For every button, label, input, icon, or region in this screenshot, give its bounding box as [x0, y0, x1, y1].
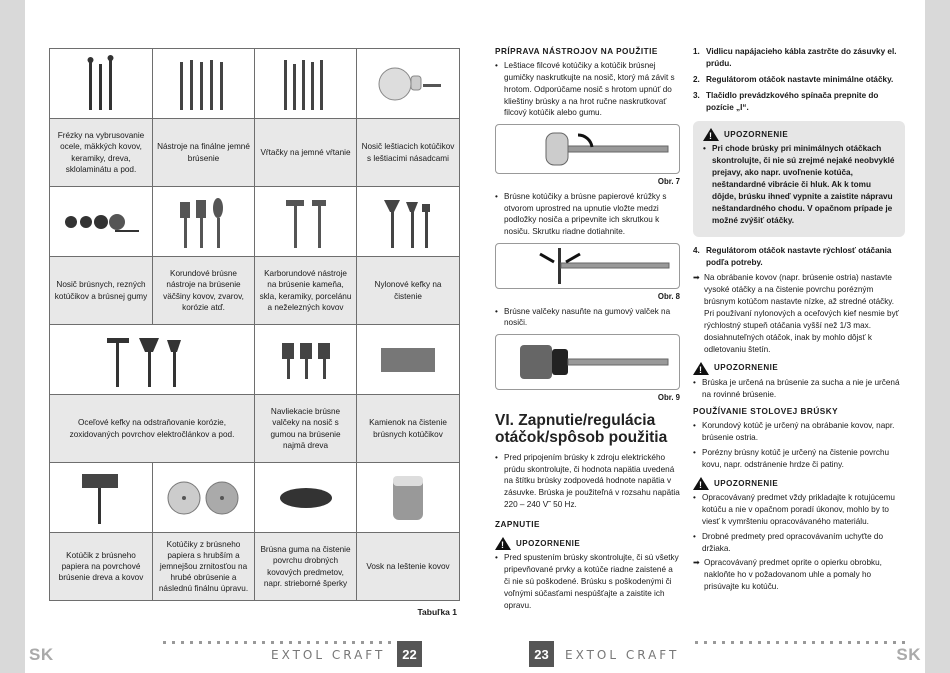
lang-label-left: SK: [29, 645, 54, 664]
img-drills: [255, 49, 357, 119]
footer-dots-left: [163, 641, 400, 645]
img-sanding-paper-discs: [153, 463, 255, 533]
cell-r1c4: Nosič leštiacich kotúčikov s leštiacimi násadcami: [357, 119, 460, 187]
warning-4-bullet-2: • Drobné predmety pred opracovávaním uchyťte do držiaka.: [693, 531, 905, 555]
img-steel-brushes: [50, 325, 255, 395]
step-1-num: 1.: [693, 47, 700, 56]
warning-heading-3: [693, 362, 905, 375]
warning-box: [693, 121, 905, 236]
zapnutie-title: ZAPNUTIE: [495, 520, 540, 530]
img-polishing-holder: [357, 49, 460, 119]
brand-logo-left: EXTOL CRAFT: [271, 648, 386, 662]
warning-icon: [703, 128, 719, 141]
img-cutting-discs: [50, 187, 153, 257]
warning-label-1: UPOZORNENIE: [516, 538, 581, 548]
step-3-text: Tlačidlo prevádzkového spínača prepnite do pozície „I“.: [706, 90, 879, 112]
figure-9-drawing: [496, 335, 679, 389]
arrow-note-1: ➡ Na obrábanie kovov (napr. brúsenie ostria) nastavte vysoké otáčky a na čistenie povrchu porézným brúsnym kotúčom nastavte nízke, až stredné otáčky. Pri používaní nylonových a oceľových kief nesmie byť rýchlostný stupeň otáčania vyšší než 1/3 max. dosiahnuteľných otáčok, inak by mohlo dôjsť k odletovaniu štetín.: [693, 272, 905, 355]
warning-heading-1: [495, 537, 680, 550]
right-column-2: [693, 46, 905, 596]
img-cleaning-stone: [357, 325, 460, 395]
cell-r1c2: Nástroje na finálne jemné brúsenie: [153, 119, 255, 187]
figure-8-drawing: [496, 244, 679, 288]
right-column-1: [495, 46, 680, 614]
figure-8-label: Obr. 8: [657, 292, 680, 302]
step-4-num: 4.: [693, 245, 700, 255]
img-grinding-tools: [153, 49, 255, 119]
warning-label-2: UPOZORNENIE: [724, 130, 789, 140]
img-corundum-tools: [153, 187, 255, 257]
prep-title: PRÍPRAVA NÁSTROJOV NA POUŽITIE: [495, 47, 658, 56]
cell-r2c2: Korundové brúsne nástroje na brúsenie väčšiny kovov, zvarov, korózie atď.: [153, 257, 255, 325]
img-nylon-brushes: [357, 187, 460, 257]
img-sanding-drums: [255, 325, 357, 395]
cell-r3c3: Navliekacie brúsne valčeky na nosič s gumou na brúsenie najmä dreva: [255, 395, 357, 463]
brand-logo-right: EXTOL CRAFT: [565, 648, 680, 662]
lang-label-right: SK: [896, 645, 921, 664]
cell-r3c1: Oceľové kefky na odstraňovanie korózie, zoxidovaných povrchov elektročlánkov a pod.: [50, 395, 255, 463]
cell-r2c4: Nylonové kefky na čistenie: [357, 257, 460, 325]
arrow-note-2: ➡ Opracovávaný predmet oprite o opierku obrobku, nakloňte ho v požadovanom uhle a pomaly ho prisúvajte ku kotúču.: [693, 557, 905, 593]
use-bullet-1: • Korundový kotúč je určený na obrábanie kovov, napr. brúsenie ostria.: [693, 420, 905, 444]
prep-bullet-3: • Brúsne valčeky nasuňte na gumový valček na nosiči.: [495, 306, 680, 330]
page-number-right: 23: [529, 641, 554, 667]
step-3: [693, 90, 905, 114]
section-vi-title: VI. Zapnutie/regulácia otáčok/spôsob použitia: [495, 411, 668, 446]
figure-7: [495, 124, 680, 174]
step-4-text: Regulátorom otáčok nastavte rýchlosť otáčania podľa potreby.: [706, 245, 892, 267]
warning-label-4: UPOZORNENIE: [714, 478, 779, 488]
warning-icon: [495, 537, 511, 550]
cell-r4c3: Brúsna guma na čistenie povrchu drobných kovových predmetov, napr. strieborné šperky: [255, 533, 357, 601]
cell-r2c3: Karborundové nástroje na brúsenie kameňa, skla, keramiky, porcelánu a neželezných kovov: [255, 257, 357, 325]
figure-8: [495, 243, 680, 289]
footer-left: [25, 633, 475, 673]
figure-7-drawing: [496, 125, 679, 173]
step-2: [693, 74, 905, 86]
warning-box-text: • Pri chode brúsky pri minimálnych otáčkach skontrolujte, či nie sú zrejmé nejaké neobvyklé prejavy, ako napr. uvoľnenie kotúča, neštandardné vibrácie či hluk. Ak k tomu dôjde, brúsku ihneď vypnite a zaistite nápravu neštandardného chodu. V opačnom prípade je možné zvýšiť otáčky.: [703, 143, 897, 226]
step-2-text: Regulátorom otáčok nastavte minimálne otáčky.: [706, 74, 894, 84]
img-rubber-disc: [255, 463, 357, 533]
cell-r4c4: Vosk na leštenie kovov: [357, 533, 460, 601]
warning-heading-4: [693, 477, 905, 490]
cell-r2c1: Nosič brúsnych, rezných kotúčikov a brúsnej gumy: [50, 257, 153, 325]
manual-spread: [25, 0, 925, 673]
table-caption: Tabuľka 1: [417, 607, 457, 617]
cell-r4c1: Kotúčik z brúsneho papiera na povrchové brúsenie dreva a kovov: [50, 533, 153, 601]
cell-r4c2: Kotúčiky z brúsneho papiera s hrubším a jemnejšou zrnitosťou na hrubé obrúsenie a následnú finálnu úpravu.: [153, 533, 255, 601]
step-3-num: 3.: [693, 90, 700, 100]
accessory-table: [49, 48, 460, 601]
img-flap-wheel: [50, 463, 153, 533]
page-right: [475, 0, 925, 673]
img-burrs: [50, 49, 153, 119]
img-wax-jar: [357, 463, 460, 533]
zapnutie-bullet-1: • Pred spustením brúsky skontrolujte, či sú všetky pripevňované prvky a kotúče riadne zaistené a či nie sú poškodené. Brúsku s poškodenými či voľnými súčasťami nespúšťajte a zaistite ich opravu.: [495, 552, 680, 611]
figure-9-label: Obr. 9: [657, 393, 680, 403]
warning-4-bullet-1: • Opracovávaný predmet vždy prikladajte k rotujúcemu kotúču a nie v opačnom poradí úkonov, mohlo by to viesť k vymršteniu opracovávaného materiálu.: [693, 492, 905, 528]
step-1: [693, 46, 905, 70]
warning-3-bullet: • Brúska je určená na brúsenie za sucha a nie je určená na rovinné brúsenie.: [693, 377, 905, 401]
step-4: [693, 245, 905, 269]
prep-bullet-1: • Leštiace filcové kotúčiky a kotúčik brúsnej gumičky naskrutkujte na nosič, ktorý má závit s hrotom. Odporúčame nosič s hrotom upnúť do klieštiny brúsky a na hrot ručne naskrutkovať filcový kotúčik alebo gumu.: [495, 60, 680, 119]
prep-bullet-2: • Brúsne kotúčiky a brúsne papierové krúžky s otvorom uprostred na upnutie vložte medzi podložky nosiča a pripevnite ich skrutkou k nosiču. Skrutku riadne dotiahnite.: [495, 191, 680, 239]
page-left: [25, 0, 475, 673]
cell-r3c4: Kamienok na čistenie brúsnych kotúčikov: [357, 395, 460, 463]
img-carborundum-tools: [255, 187, 357, 257]
warning-label-3: UPOZORNENIE: [714, 363, 779, 373]
step-2-num: 2.: [693, 74, 700, 84]
footer-right: [475, 633, 925, 673]
cell-r1c3: Vŕtačky na jemné vŕtanie: [255, 119, 357, 187]
use-title: POUŽÍVANIE STOLOVEJ BRÚSKY: [693, 407, 839, 417]
page-number-left: 22: [397, 641, 422, 667]
figure-7-label: Obr. 7: [657, 177, 680, 187]
use-bullet-2: • Porézny brúsny kotúč je určený na čistenie povrchu kovu, napr. odstránenie hrdze či patiny.: [693, 447, 905, 471]
warning-heading-2: [703, 128, 897, 141]
figure-9: [495, 334, 680, 390]
cell-r1c1: Frézky na vybrusovanie ocele, mäkkých kovov, keramiky, dreva, sklolaminátu a pod.: [50, 119, 153, 187]
warning-icon: [693, 362, 709, 375]
warning-icon: [693, 477, 709, 490]
section-bullet-1: • Pred pripojením brúsky k zdroju elektrického prúdu skontrolujte, či hodnota napätia uvedená na štítku brúsky zodpovedá hodnote napätia v zásuvke. Brúska je použiteľná v rozsahu napätia 220 – 240 V˜ 50 Hz.: [495, 452, 680, 511]
footer-dots-right: [695, 641, 905, 645]
step-1-text: Vidlicu napájacieho kábla zastrčte do zásuvky el. prúdu.: [706, 47, 897, 68]
